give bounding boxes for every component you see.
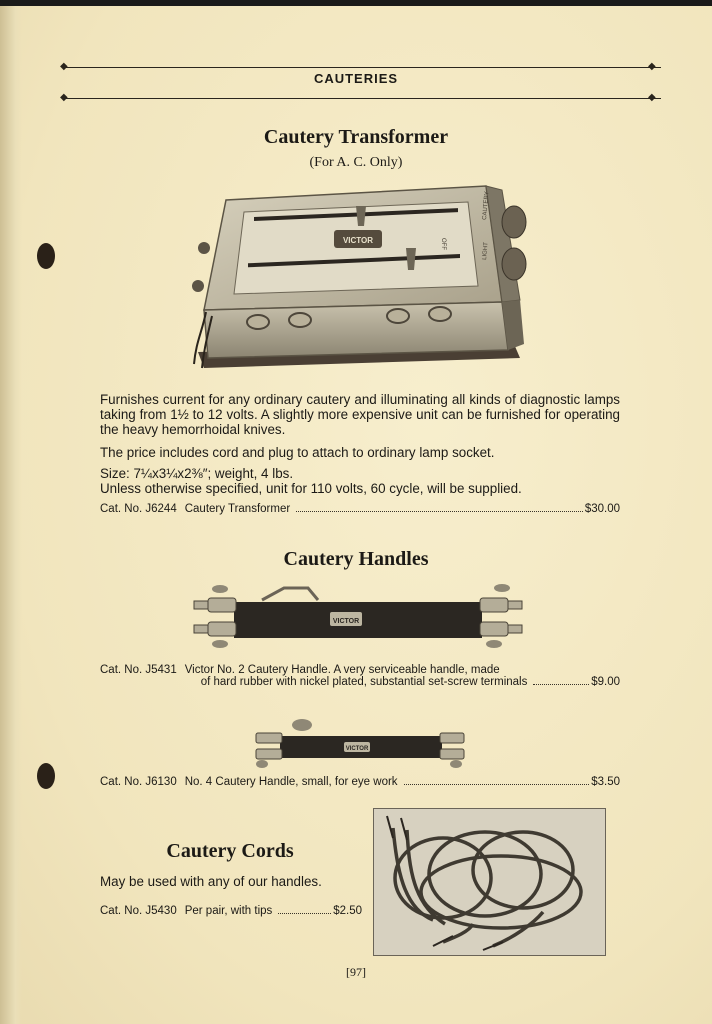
- catalog-item: No. 4 Cautery Handle, small, for eye work: [184, 776, 398, 788]
- handle-brand: VICTOR: [332, 618, 360, 625]
- rule-ornament-icon: ◆: [60, 92, 68, 103]
- handle-no2-description: [185, 664, 620, 688]
- running-head: CAUTERIES: [313, 71, 399, 86]
- transformer-subtitle: (For A. C. Only): [309, 155, 403, 170]
- transformer-voltage: Unless otherwise specified, unit for 110 volts, 60 cycle, will be supplied.: [100, 481, 522, 496]
- catalog-number: Cat. No. J6244: [100, 503, 177, 515]
- cords-description: May be used with any of our handles.: [100, 874, 322, 889]
- handles-title: Cautery Handles: [283, 548, 429, 570]
- page-number: [97]: [346, 965, 366, 979]
- description-line-wrap: [201, 676, 620, 688]
- catalog-price: $2.50: [333, 905, 362, 917]
- dot-leader: [296, 511, 583, 512]
- transformer-brand: VICTOR: [342, 236, 374, 245]
- catalog-price: $3.50: [591, 776, 620, 788]
- transformer-catalog-line: [100, 503, 620, 515]
- catalog-number: Cat. No. J5430: [100, 905, 177, 917]
- handle-no4-illustration: [246, 716, 474, 770]
- binder-hole-top: [37, 243, 55, 269]
- dot-leader: [404, 784, 590, 785]
- transformer-description: Furnishes current for any ordinary cautery and illuminating all kinds of diagnostic lamps taking from 1½ to 12 volts. A slightly more expensive unit can be furnished for operating the heavy hemorrhoidal knives.: [100, 392, 620, 437]
- cautery-cords-photo: [373, 808, 606, 956]
- description-line: Victor No. 2 Cautery Handle. A very serviceable handle, made: [184, 664, 500, 676]
- catalog-price: $30.00: [584, 503, 620, 515]
- handle-no4-catalog-line: [100, 776, 620, 788]
- transformer-size: Size: 7¼x3¼x2⅜″; weight, 4 lbs.: [100, 466, 294, 481]
- catalog-item: Cautery Transformer: [184, 503, 291, 515]
- catalog-number: Cat. No. J5431: [100, 664, 177, 676]
- rule-ornament-icon: ◆: [648, 61, 656, 72]
- catalog-number: Cat. No. J6130: [100, 776, 177, 788]
- panel-label: OFF: [440, 238, 446, 250]
- dot-leader: [278, 913, 331, 914]
- handle-brand: VICTOR: [345, 746, 369, 752]
- header-rule-bottom: [63, 98, 661, 99]
- description-line: of hard rubber with nickel plated, substantial set-screw terminals: [200, 676, 528, 688]
- cords-title: Cautery Cords: [166, 840, 294, 862]
- rule-ornament-icon: ◆: [648, 92, 656, 103]
- header-rule-top: [63, 67, 661, 68]
- transformer-title: Cautery Transformer: [263, 126, 449, 148]
- transformer-includes: The price includes cord and plug to attach to ordinary lamp socket.: [100, 445, 495, 460]
- transformer-illustration: [186, 182, 532, 372]
- panel-label: LIGHT: [482, 242, 490, 261]
- panel-label: CAUTERY: [482, 191, 491, 221]
- rule-ornament-icon: ◆: [60, 61, 68, 72]
- catalog-price: $9.00: [591, 676, 620, 688]
- cords-catalog-line: [100, 905, 362, 917]
- handle-no2-catalog-line: [100, 664, 620, 688]
- catalog-item: Per pair, with tips: [184, 905, 273, 917]
- binder-hole-bottom: [37, 763, 55, 789]
- dot-leader: [533, 684, 589, 685]
- handle-no2-illustration: [190, 582, 530, 650]
